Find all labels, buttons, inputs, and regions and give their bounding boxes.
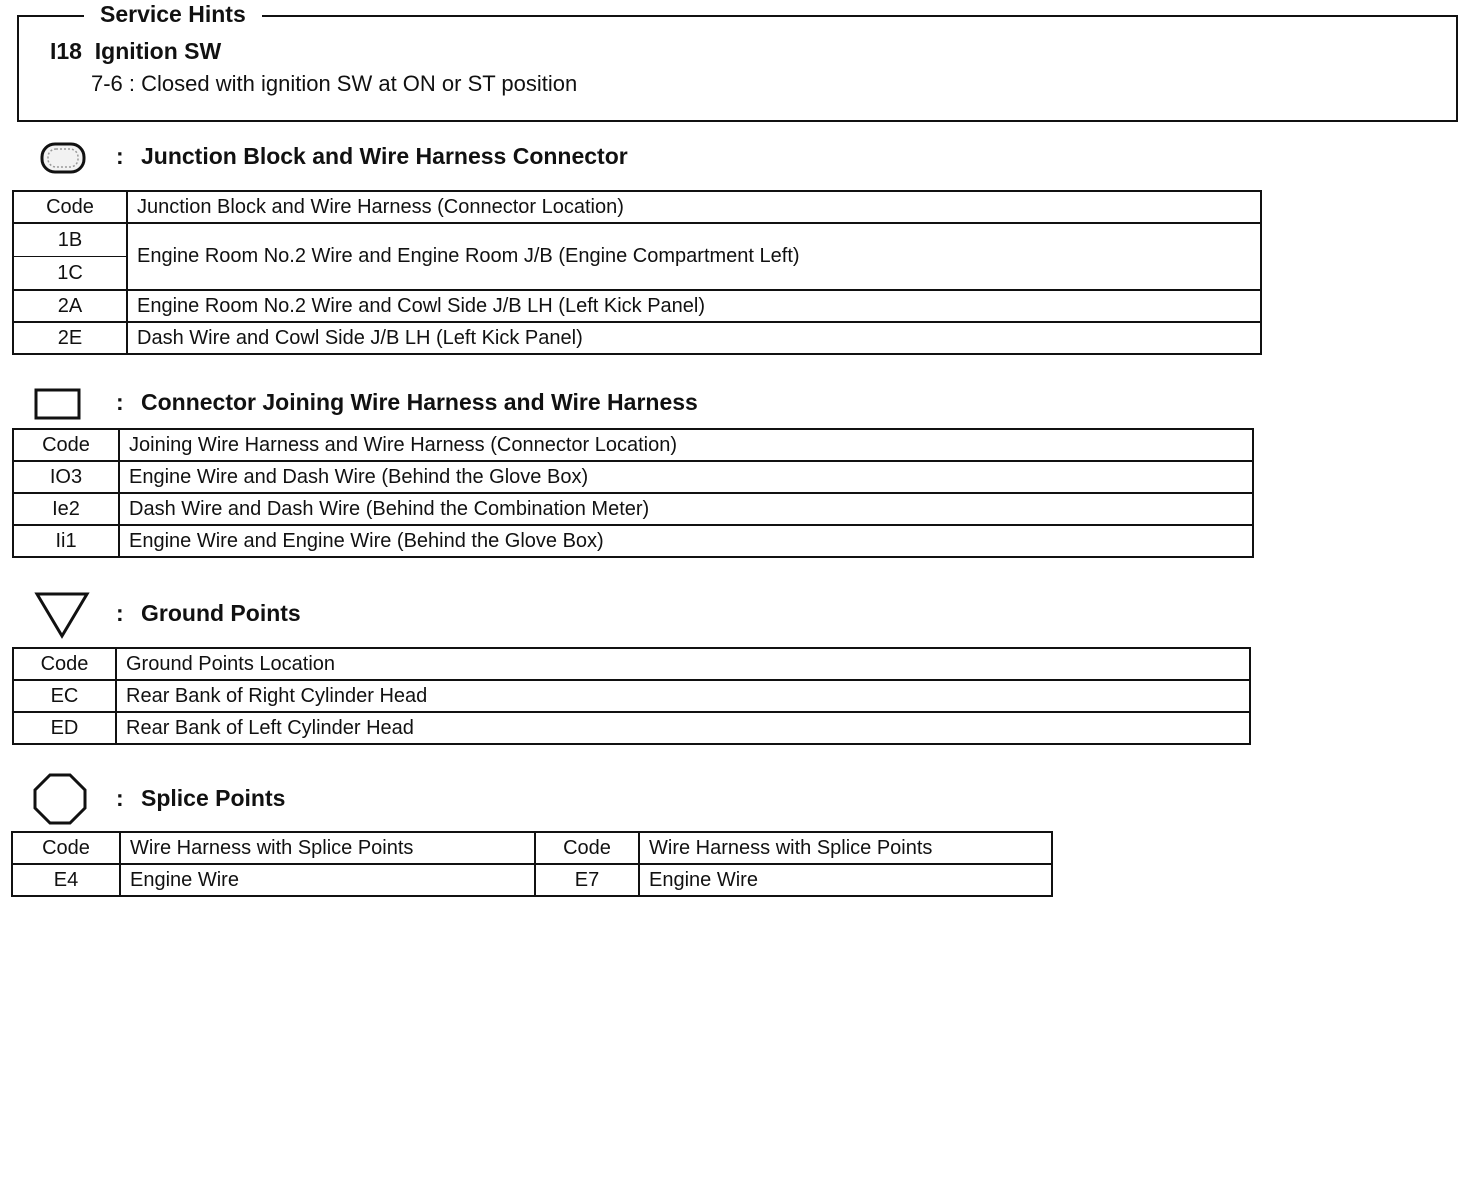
code-header: Code	[13, 429, 119, 461]
table-row	[13, 322, 1261, 354]
splice-octagon-icon	[32, 772, 88, 826]
code-cell: 2E	[13, 322, 127, 354]
location-cell: Dash Wire and Dash Wire (Behind the Combination Meter)	[119, 493, 1253, 525]
junction-heading: Junction Block and Wire Harness Connector	[141, 143, 628, 169]
joining-heading: Connector Joining Wire Harness and Wire Harness	[141, 389, 698, 415]
location-cell: Engine Wire and Dash Wire (Behind the Glove Box)	[119, 461, 1253, 493]
table-row	[13, 290, 1261, 322]
junction-colon: :	[116, 143, 124, 169]
location-header: Ground Points Location	[116, 648, 1250, 680]
table-row	[13, 680, 1250, 712]
harness-header: Wire Harness with Splice Points	[639, 832, 1052, 864]
code-cell: E4	[12, 864, 120, 896]
code-cell: EC	[13, 680, 116, 712]
table-header-row	[13, 429, 1253, 461]
code-cell: Ie2	[13, 493, 119, 525]
service-hints-title: Service Hints	[84, 0, 262, 28]
splice-heading: Splice Points	[141, 785, 286, 811]
code-header: Code	[12, 832, 120, 864]
code-header: Code	[535, 832, 639, 864]
location-cell: Engine Room No.2 Wire and Cowl Side J/B LH (Left Kick Panel)	[127, 290, 1261, 322]
table-header-row	[12, 832, 1052, 864]
location-header: Junction Block and Wire Harness (Connector Location)	[127, 191, 1261, 223]
location-cell: Engine Room No.2 Wire and Engine Room J/B (Engine Compartment Left)	[127, 223, 1261, 290]
junction-block-icon	[38, 140, 88, 176]
code-cell: ED	[13, 712, 116, 744]
location-cell: Rear Bank of Left Cylinder Head	[116, 712, 1250, 744]
merged-code-cell	[13, 223, 127, 290]
code-cell: E7	[535, 864, 639, 896]
location-header: Joining Wire Harness and Wire Harness (Connector Location)	[119, 429, 1253, 461]
table-row	[13, 712, 1250, 744]
code-cell: Ii1	[13, 525, 119, 557]
table-row	[12, 864, 1052, 896]
table-row	[13, 223, 1261, 290]
splice-colon: :	[116, 785, 124, 811]
ground-heading: Ground Points	[141, 600, 301, 626]
hint-detail: 7-6 : Closed with ignition SW at ON or ST position	[91, 71, 578, 96]
harness-cell: Engine Wire	[639, 864, 1052, 896]
joining-colon: :	[116, 389, 124, 415]
location-cell: Engine Wire and Engine Wire (Behind the Glove Box)	[119, 525, 1253, 557]
table-row	[13, 525, 1253, 557]
joining-table	[12, 428, 1254, 558]
connector-square-icon	[33, 386, 83, 422]
splice-table	[11, 831, 1053, 897]
ground-triangle-icon	[33, 590, 91, 642]
ground-table	[12, 647, 1251, 745]
table-row	[13, 493, 1253, 525]
table-row	[13, 461, 1253, 493]
table-header-row	[13, 648, 1250, 680]
code-header: Code	[13, 191, 127, 223]
service-hints-box	[17, 15, 1458, 122]
harness-cell: Engine Wire	[120, 864, 535, 896]
location-cell: Rear Bank of Right Cylinder Head	[116, 680, 1250, 712]
code-cell: IO3	[13, 461, 119, 493]
location-cell: Dash Wire and Cowl Side J/B LH (Left Kick Panel)	[127, 322, 1261, 354]
code-cell: 1B	[14, 224, 126, 257]
component-name: I18 Ignition SW	[50, 38, 222, 64]
ground-colon: :	[116, 600, 124, 626]
code-header: Code	[13, 648, 116, 680]
code-cell: 2A	[13, 290, 127, 322]
harness-header: Wire Harness with Splice Points	[120, 832, 535, 864]
code-cell: 1C	[57, 262, 83, 284]
table-header-row	[13, 191, 1261, 223]
junction-table	[12, 190, 1262, 355]
